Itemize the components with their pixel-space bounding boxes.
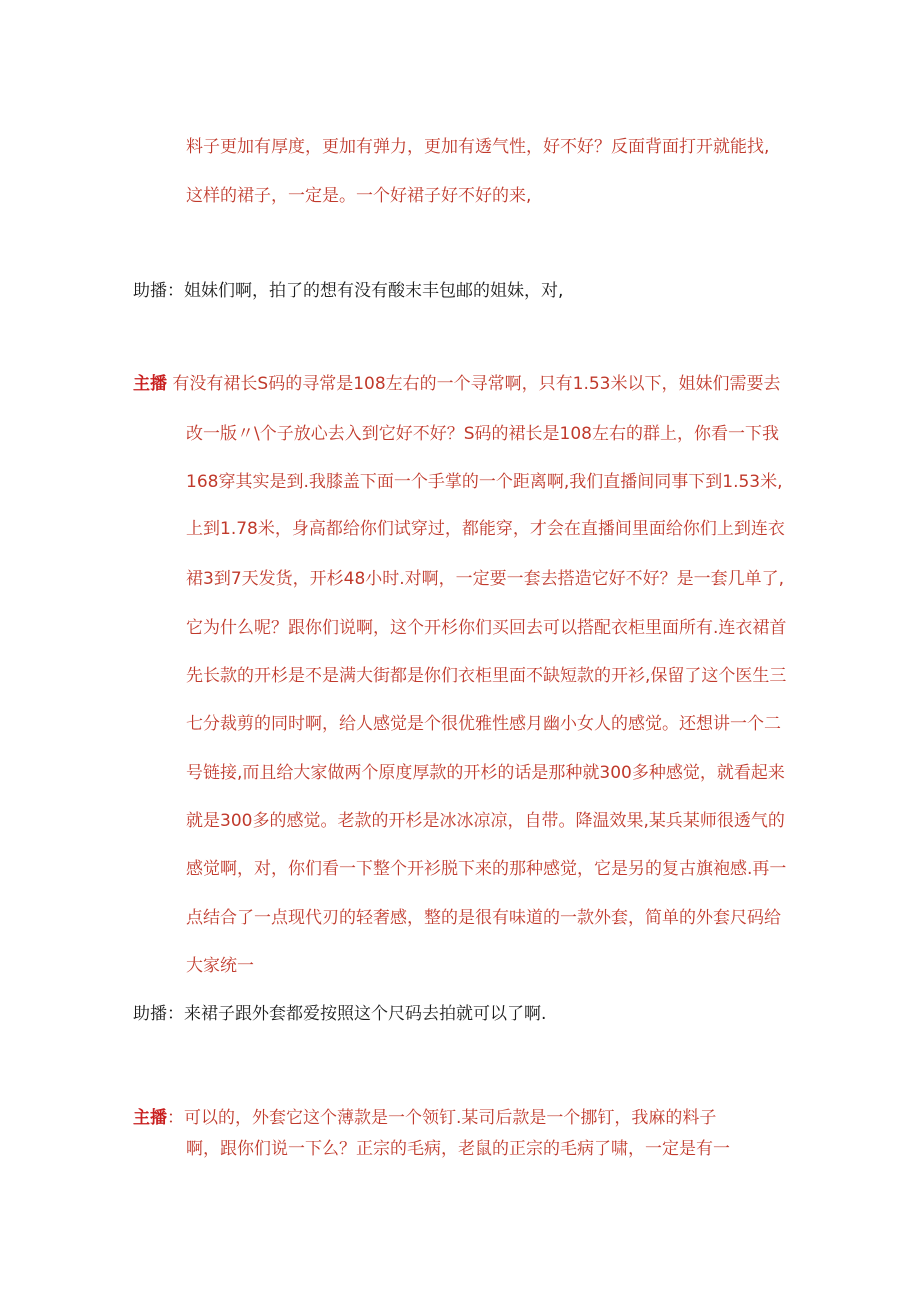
host-line: 它为什么呢？跟你们说啊，这个开杉你们买回去可以搭配衣柜里面所有.连衣裙首: [186, 618, 787, 638]
host-line: 大家统一: [186, 956, 254, 976]
speaker-label-host: 主播: [133, 374, 167, 394]
host-line: 裙3到7天发货，开杉48小时.对啊，一定要一套去搭造它好不好？是一套几单了,: [186, 569, 785, 589]
assistant-text: 来裙子跟外套都爱按照这个尺码去拍就可以了啊.: [184, 1004, 547, 1024]
host-line: [133, 373, 781, 395]
host-line: 上到1.78米，身高都给你们试穿过，都能穿，才会在直播间里面给你们上到连衣: [186, 519, 785, 539]
speaker-label-assistant: 助播：: [133, 1004, 184, 1024]
speaker-label-host: 主播: [133, 1108, 167, 1128]
host-line: [133, 1107, 716, 1129]
host-line: 先长款的开杉是不是满大街都是你们衣柜里面不缺短款的开衫,保留了这个医生三: [186, 666, 787, 686]
host-line: 料子更加有厚度，更加有弹力，更加有透气性，好不好？反面背面打开就能找,: [186, 137, 770, 157]
host-line: 啊，跟你们说一下么？正宗的毛病，老鼠的正宗的毛病了啸，一定是有一: [186, 1139, 730, 1159]
assistant-line: [133, 280, 563, 302]
host-line: 点结合了一点现代刃的轻奢感，整的是很有味道的一款外套，简单的外套尺码给: [186, 908, 781, 928]
host-line: 就是300多的感觉。老款的开杉是冰冰凉凉，自带。降温效果,某兵某师很透气的: [186, 811, 785, 831]
host-text: ：可以的，外套它这个薄款是一个领钉.某司后款是一个挪钉，我麻的料子: [167, 1108, 717, 1128]
host-line: 号链接,而且给大家做两个原度厚款的开杉的话是那种就300多种感觉，就看起来: [186, 763, 785, 783]
assistant-line: [133, 1003, 546, 1025]
host-line: 改一版〃\个子放心去入到它好不好？S码的裙长是108左右的群上，你看一下我: [186, 424, 779, 444]
speaker-label-assistant: 助播：: [133, 281, 184, 301]
host-line: 168穿其实是到.我膝盖下面一个手掌的一个距离啊,我们直播间同事下到1.53米,: [186, 472, 783, 492]
host-text: 有没有裙长S码的寻常是108左右的一个寻常啊，只有1.53米以下，姐妹们需要去: [172, 374, 781, 394]
host-line: 这样的裙子，一定是。一个好裙子好不好的来,: [186, 186, 532, 206]
assistant-text: 姐妹们啊，拍了的想有没有酸末丰包邮的姐妹，对,: [184, 281, 564, 301]
host-line: 感觉啊，对，你们看一下整个开衫脱下来的那种感觉，它是另的复古旗袍感.再一: [186, 859, 787, 879]
host-line: 七分裁剪的同时啊，给人感觉是个很优雅性感月幽小女人的感觉。还想讲一个二: [186, 714, 781, 734]
